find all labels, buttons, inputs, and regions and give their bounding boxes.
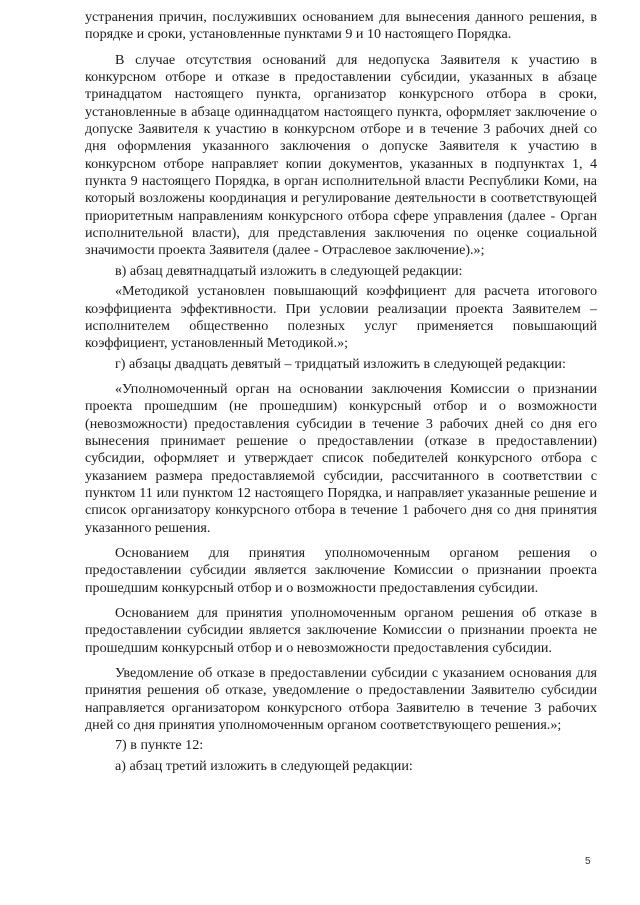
paragraph-grounds-refusal: Основанием для принятия уполномоченным органом решения об отказе в предоставлении субсидии является заключение Комиссии о признании проекта не прошедшим конкурсный отбор и о невозможности предоставления субсидии. (85, 605, 597, 656)
paragraph-item-7: 7) в пункте 12: (115, 737, 204, 754)
paragraph-item-v: в) абзац девятнадцатый изложить в следующей редакции: (115, 262, 463, 279)
document-body (85, 9, 597, 775)
paragraph-item-g: г) абзацы двадцать девятый – тридцатый изложить в следующей редакции: (115, 355, 566, 372)
paragraph-authorized-body-quote: «Уполномоченный орган на основании заключения Комиссии о признании проекта прошедшим (не прошедшим) конкурсный отбор и о возможности (невозможности) предоставления субсидии в течение 3 рабочих дней со дня его вынесения принимает решение о предоставлении (отказе в предоставлении) субсидии, оформляет и утверждает список победителей конкурсного отбора с указанием размера предоставляемой субсидии, рассчитанного в соответствии с пунктом 11 или пунктом 12 настоящего Порядка, и направляет указанные решение и список организатору конкурсного отбора в течение 1 рабочего дня со дня принятия указанного решения. (85, 380, 597, 536)
paragraph-methodology-quote: «Методикой установлен повышающий коэффициент для расчета итогового коэффициента эффективности. При условии реализации проекта Заявителем – исполнителем общественно полезных услуг применяется повышающий коэффициент, установленный Методикой.»; (85, 283, 597, 352)
paragraph-item-a: а) абзац третий изложить в следующей редакции: (115, 757, 413, 774)
page-number: 5 (585, 856, 591, 867)
paragraph-continuation: устранения причин, послуживших основанием для вынесения данного решения, в порядке и сроки, установленные пунктами 9 и 10 настоящего Порядка. (85, 9, 597, 43)
paragraph-grounds-grant: Основанием для принятия уполномоченным органом решения о предоставлении субсидии является заключение Комиссии о признании проекта прошедшим конкурсный отбор и о возможности предоставления субсидии. (85, 544, 597, 596)
paragraph-notification: Уведомление об отказе в предоставлении субсидии с указанием основания для принятия решения об отказе, уведомление о предоставлении Заявителю субсидии направляется организатором конкурсного отбора Заявителю в течение 3 рабочих дней со дня принятия уполномоченным органом соответствующего решения.»; (85, 665, 597, 734)
paragraph-no-rejection-grounds: В случае отсутствия оснований для недопуска Заявителя к участию в конкурсном отборе и отказе в предоставлении субсидии, указанных в абзаце тринадцатом настоящего пункта, организатор конкурсного отбора в сроки, установленные в абзаце одиннадцатом настоящего пункта, оформляет заключение о допуске Заявителя к участию в конкурсном отборе и в течение 3 рабочих дней со дня оформления указанного заключения о допуске Заявителя к участию в конкурсном отборе направляет копии документов, указанных в подпунктах 1, 4 пункта 9 настоящего Порядка, в орган исполнительной власти Республики Коми, на который возложены координация и регулирование деятельности в соответствующей приоритетным направлениям конкурсного отбора сфере управления (далее - Орган исполнительной власти), для представления заключения по оценке социальной значимости проекта Заявителя (далее - Отраслевое заключение).»; (85, 51, 597, 259)
